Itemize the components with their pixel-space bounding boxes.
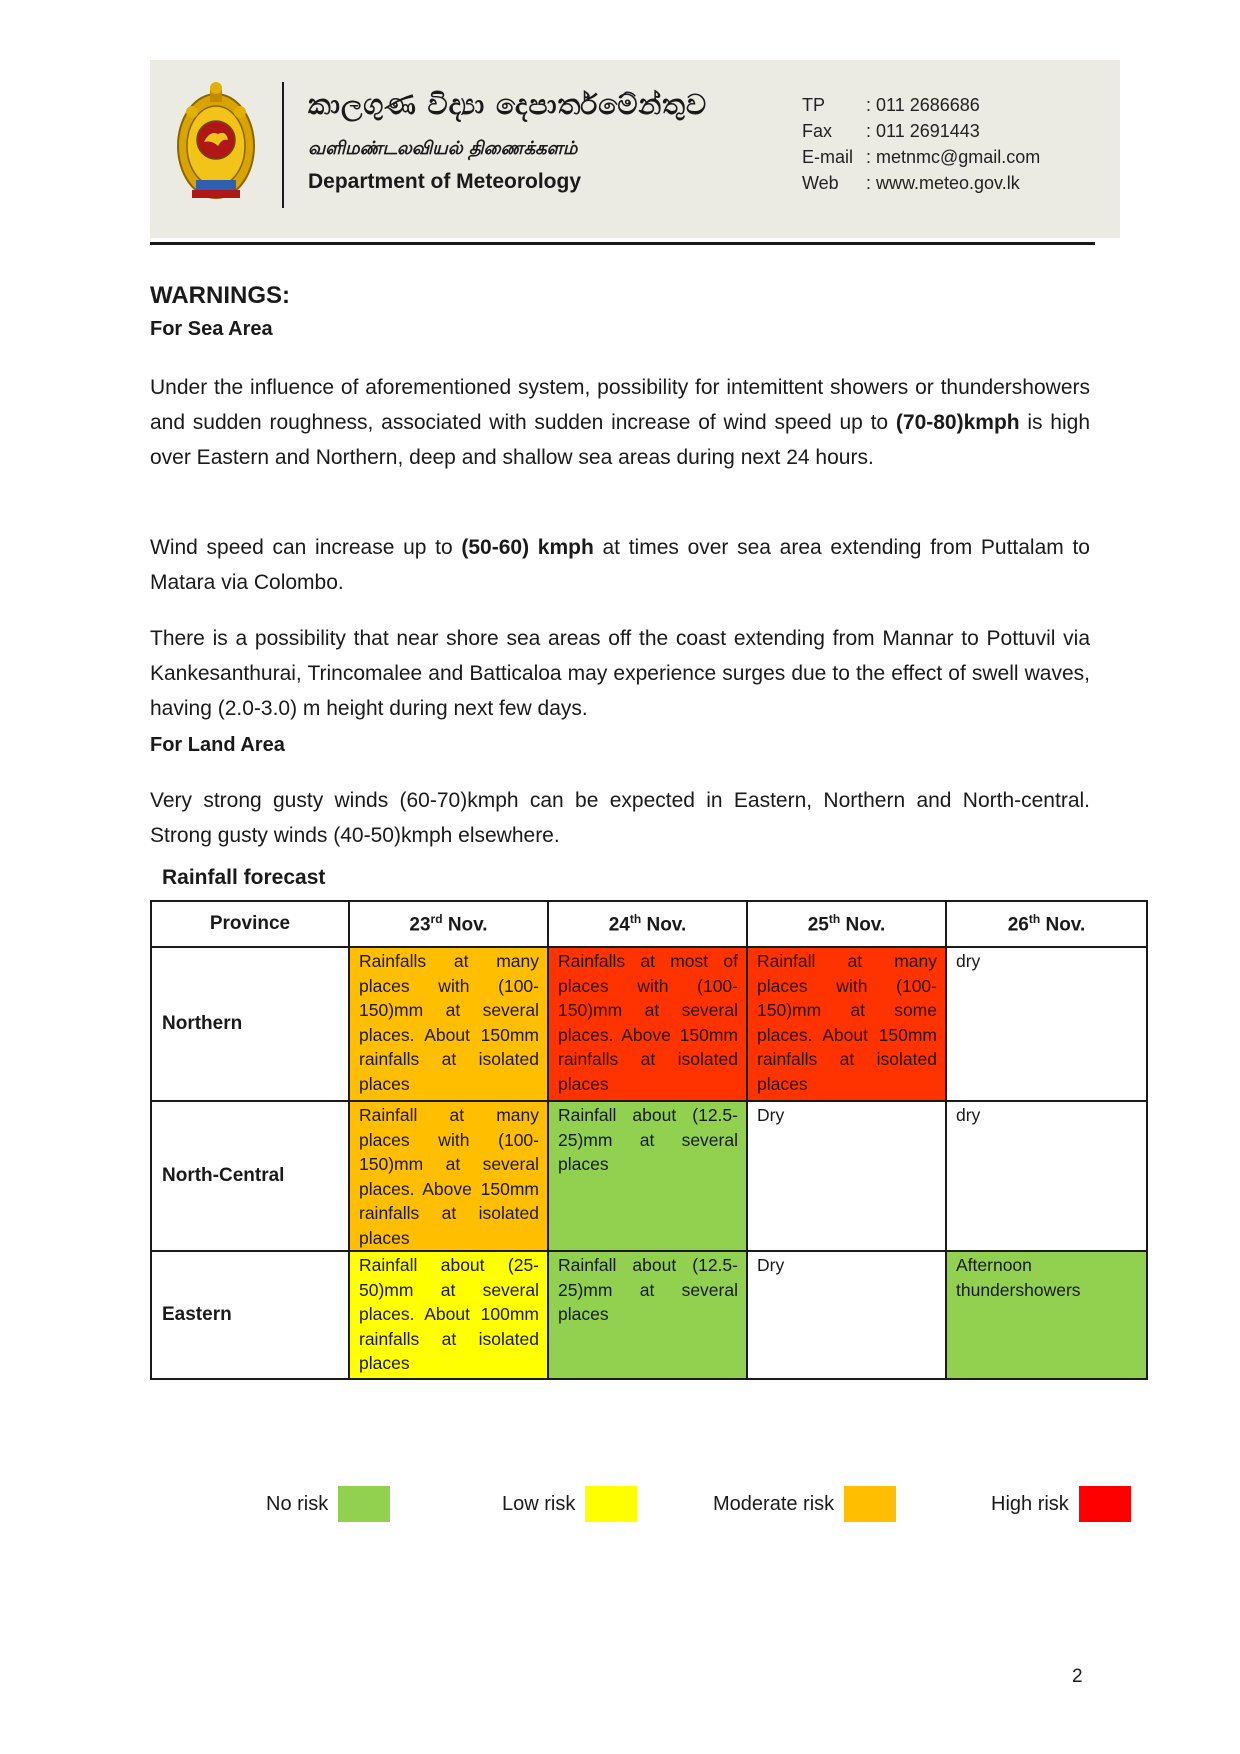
table-header-row [151,901,1147,947]
legend-swatch-yellow [585,1486,637,1522]
contact-value: : 011 2691443 [866,121,980,141]
date-suffix: th [629,911,642,926]
date-suffix: th [828,911,841,926]
contact-value: : metnmc@gmail.com [866,147,1041,167]
forecast-cell: Rainfalls at most of places with (100-150)mm at several places. Above 150mm rainfalls at isolated places [548,947,747,1101]
forecast-cell: Afternoon thundershowers [946,1251,1147,1379]
forecast-cell: Rainfall about (12.5-25)mm at several places [548,1251,747,1379]
rainfall-forecast-title: Rainfall forecast [162,866,326,889]
contact-label: E-mail [802,147,854,167]
page-number: 2 [1072,1666,1083,1687]
date-day: 26 [1007,914,1029,936]
column-header-date [747,901,946,947]
column-header-date [548,901,747,947]
legend-item-no-risk [266,1486,390,1522]
column-header-date [349,901,548,947]
forecast-cell: Rainfalls at many places with (100-150)mm at several places. About 150mm rainfalls at isolated places [349,947,548,1101]
forecast-cell: Dry [747,1101,946,1251]
forecast-cell: Rainfall at many places with (100-150)mm at some places. About 150mm rainfalls at isolated places [747,947,946,1101]
sea-paragraph-2 [150,530,1090,600]
legend-label: High risk [991,1492,1069,1515]
legend-item-moderate-risk [713,1486,896,1522]
org-name-sinhala: කාලගුණ විද්‍යා දෙපාර්තමේන්තුව [308,88,708,121]
text-run: is high over Eastern and Northern, deep and shallow sea areas during next 24 hours. [150,411,1091,469]
province-cell: Eastern [151,1251,349,1379]
sri-lanka-emblem-icon [174,80,258,206]
forecast-cell: Rainfall at many places with (100-150)mm at several places. Above 150mm rainfalls at isolated places [349,1101,548,1251]
forecast-cell: dry [946,1101,1147,1251]
contact-row-tp [802,92,1040,118]
contact-label: Web [802,173,839,193]
forecast-cell: Dry [747,1251,946,1379]
forecast-cell: Rainfall about (12.5-25)mm at several places [548,1101,747,1251]
date-day: 25 [807,914,829,936]
legend-label: No risk [266,1492,329,1515]
contact-label: TP [802,95,826,115]
column-header-date [946,901,1147,947]
sea-paragraph-1 [150,370,1090,475]
text-run: Wind speed can increase up to [150,536,462,559]
legend-swatch-red [1079,1486,1131,1522]
text-run: Under the influence of aforementioned system, possibility for intemittent showers or thundershowers and sudden roughness, associated with sudden increase of wind speed up to [150,376,1090,434]
text-run: at times over sea area extending from Puttalam to Matara via Colombo. [150,536,1090,594]
wind-speed-bold: (70-80)kmph [895,411,1020,434]
date-month: Nov. [641,914,687,936]
date-month: Nov. [840,914,886,936]
table-row [151,947,1147,1101]
header-rule [150,242,1095,245]
wind-speed-bold: (50-60) kmph [461,536,594,559]
contact-row-fax [802,118,1040,144]
org-name-tamil: வளிமண்டலவியல் திணைக்களம் [308,138,578,159]
table-row [151,1101,1147,1251]
legend-item-high-risk [991,1486,1131,1522]
date-month: Nov. [442,914,488,936]
sea-paragraph-3: There is a possibility that near shore sea areas off the coast extending from Mannar to Pottuvil via Kankesanthurai, Trincomalee and Batticaloa may experience surges due to the effect of swell waves, having (2.0-3.0) m height during next few days. [150,627,1090,720]
date-month: Nov. [1040,914,1086,936]
contact-value: : www.meteo.gov.lk [866,173,1020,193]
legend-swatch-green [338,1486,390,1522]
land-area-heading: For Land Area [150,734,285,756]
contact-label: Fax [802,121,833,141]
legend-swatch-orange [844,1486,896,1522]
forecast-cell: Rainfall about (25-50)mm at several places. About 100mm rainfalls at isolated places [349,1251,548,1379]
contact-row-email [802,144,1040,170]
date-suffix: rd [430,911,443,926]
header-divider [282,82,284,208]
date-suffix: th [1028,911,1041,926]
table-row [151,1251,1147,1379]
forecast-cell: dry [946,947,1147,1101]
contact-value: : 011 2686686 [866,95,980,115]
province-cell: North-Central [151,1101,349,1251]
warnings-heading: WARNINGS: [150,282,290,309]
rainfall-forecast-table [150,900,1148,1380]
sea-area-heading: For Sea Area [150,318,273,340]
date-day: 23 [409,914,431,936]
legend-label: Low risk [502,1492,576,1515]
date-day: 24 [608,914,630,936]
legend-item-low-risk [502,1486,637,1522]
province-cell: Northern [151,947,349,1101]
letterhead [150,60,1120,238]
legend-label: Moderate risk [713,1492,835,1515]
contact-row-web [802,170,1040,196]
org-name-english: Department of Meteorology [308,170,582,193]
column-header-province: Province [151,901,349,947]
contact-block [802,92,1040,196]
land-paragraph-1: Very strong gusty winds (60-70)kmph can be expected in Eastern, Northern and North-central. Strong gusty winds (40-50)kmph elsewhere. [150,789,1090,847]
